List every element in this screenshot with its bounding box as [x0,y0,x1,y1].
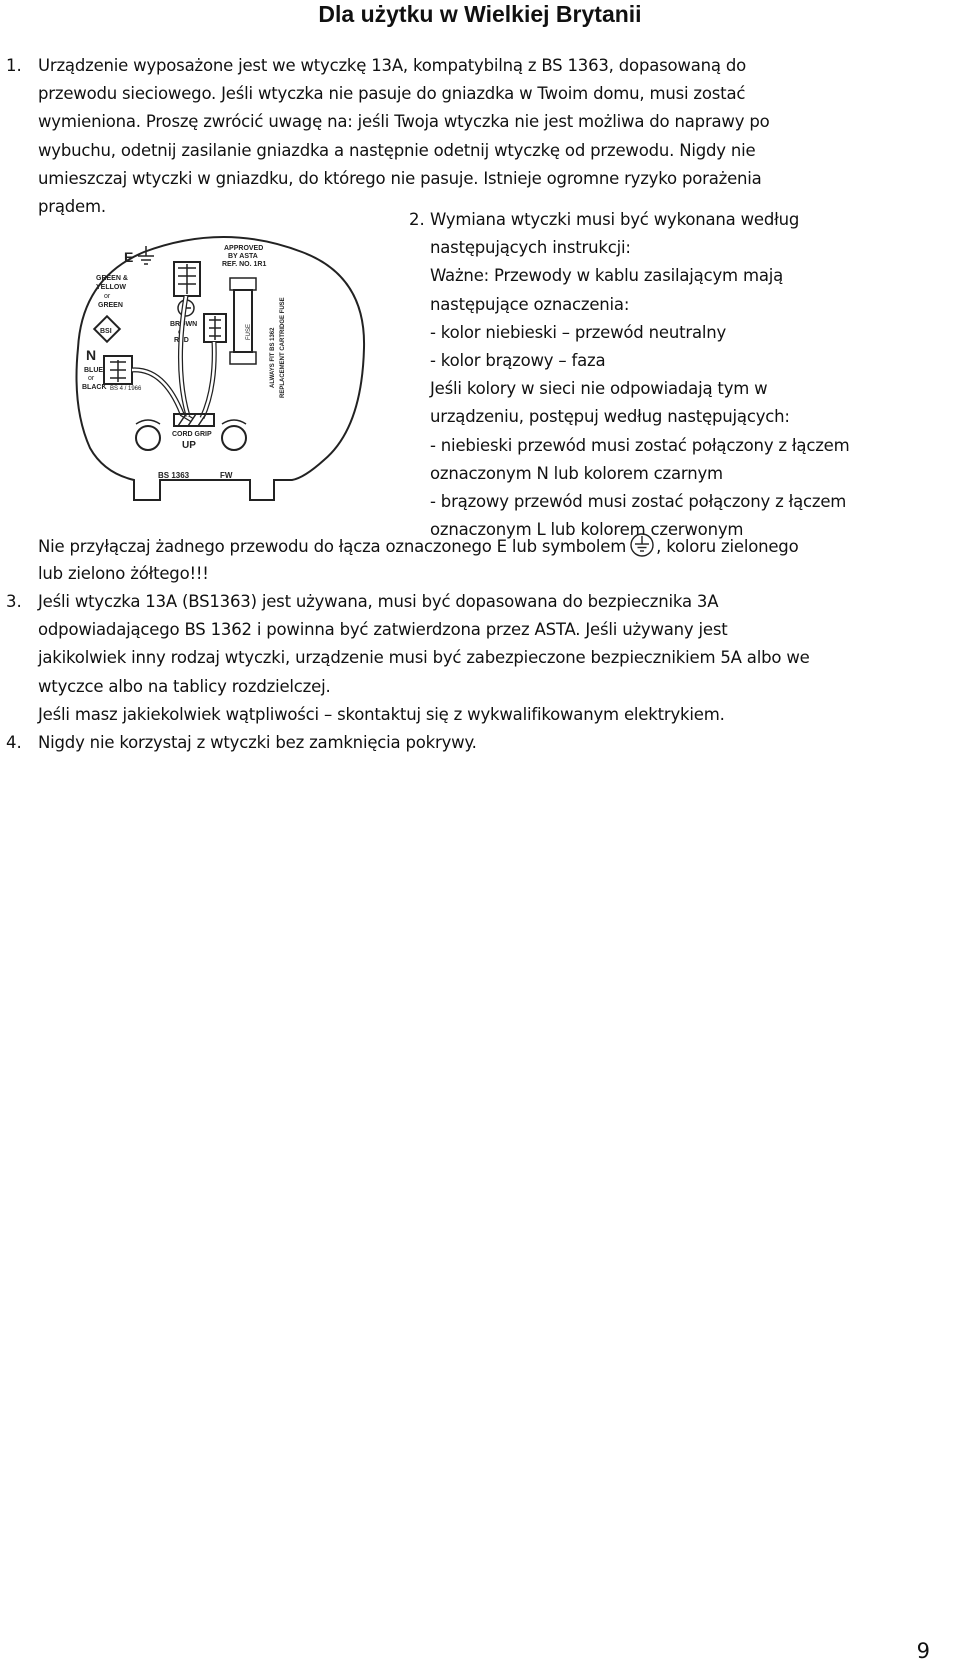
item-2-line: - kolor niebieski – przewód neutralny [430,322,727,342]
plug-wiring-diagram [74,228,370,514]
item-2-number: 2. [409,210,425,229]
label-red: RED [174,337,189,344]
item-4-number: 4. [6,733,22,752]
label-green: GREEN & [96,275,128,282]
label-blue: BLUE [84,367,104,374]
item-3-line: Jeśli wtyczka 13A (BS1363) jest używana, musi być dopasowana do bezpiecznika 3A [38,592,719,611]
label-bs: BS 4 / 1966 [110,386,142,392]
item-2-line: następujących instrukcji: [430,238,631,258]
note-text-after: , koloru zielonego [656,537,799,556]
label-or-3: or [178,329,185,336]
item-1-line: prądem. [38,196,106,216]
item-1-line: umieszczaj wtyczki w gniazdku, do którego nie pasuje. Istnieje ogromne ryzyko porażenia [38,168,762,188]
item-1-text [38,52,770,221]
label-approved: APPROVED [224,245,264,252]
item-2-line: następujące oznaczenia: [430,294,630,314]
label-yellow: YELLOW [96,284,126,291]
label-cord-grip: CORD GRIP [172,431,212,438]
item-3-line: jakikolwiek inny rodzaj wtyczki, urządzenie musi być zabezpieczone bezpiecznikiem 5A albo we [38,648,810,668]
label-or-2: or [88,375,95,382]
item-1-line: Urządzenie wyposażone jest we wtyczkę 13A, kompatybilną z BS 1363, dopasowaną do [38,56,747,75]
label-by-asta: BY ASTA [228,253,258,260]
page-number: 9 [916,1639,930,1663]
item-1-line: wybuchu, odetnij zasilanie gniazdka a następnie odetnij wtyczkę od przewodu. Nigdy nie [38,140,756,160]
note-text-before: Nie przyłączaj żadnego przewodu do łącza oznaczonego E lub symbolem [38,537,627,556]
screw-hole-left [136,426,160,450]
kitemark-icon [94,316,119,341]
item-2-line: - brązowy przewód musi zostać połączony z łączem [430,491,847,511]
item-3-text [38,588,810,729]
item-1-number: 1. [6,56,22,75]
page-title: Dla użytku w Wielkiej Brytanii [318,1,642,27]
label-up: UP [182,440,196,451]
item-2-text [430,206,850,544]
label-replacement: REPLACEMENT CARTRIDGE FUSE [280,297,286,398]
item-2-line: oznaczonym L lub kolorem czerwonym [430,520,744,540]
label-green-2: GREEN [98,302,123,309]
item-2-line: oznaczonym N lub kolorem czarnym [430,463,723,483]
item-4-text: Nigdy nie korzystaj z wtyczki bez zamknięcia pokrywy. [38,733,477,752]
item-2-line: - niebieski przewód musi zostać połączony z łączem [430,435,850,455]
label-or-1: or [104,293,111,300]
item-3-line: Jeśli masz jakiekolwiek wątpliwości – skontaktuj się z wykwalifikowanym elektrykiem. [38,704,725,724]
item-2-note-line-2: lub zielono żółtego!!! [38,564,209,584]
label-ref: REF. NO. 1R1 [222,261,267,268]
screw-hole-right [222,426,246,450]
item-3-line: wtyczce albo na tablicy rozdzielczej. [38,676,331,696]
item-2-note [38,532,798,588]
item-3-line: odpowiadającego BS 1362 i powinna być zatwierdzona przez ASTA. Jeśli używany jest [38,620,728,640]
item-2-line: Ważne: Przewody w kablu zasilającym mają [430,266,784,286]
item-2-line: urządzeniu, postępuj według następujących: [430,407,790,427]
label-always-fit: ALWAYS FIT BS 1362 [270,327,276,388]
label-brown: BROWN [170,321,198,328]
item-1-line: przewodu sieciowego. Jeśli wtyczka nie pasuje do gniazdka w Twoim domu, musi zostać [38,84,746,104]
item-2-line: Wymiana wtyczki musi być wykonana według [430,210,800,229]
item-2-line: Jeśli kolory w sieci nie odpowiadają tym w [430,379,768,399]
label-bs-1363: BS 1363 [158,471,190,480]
item-2-note-line-1 [38,532,798,560]
item-3-number: 3. [6,592,22,611]
label-n: N [86,347,97,363]
fuse-cartridge [234,290,252,352]
label-black: BLACK [82,384,107,391]
label-e: E [124,249,134,265]
item-1-line: wymieniona. Proszę zwrócić uwagę na: jeśli Twoja wtyczka nie jest możliwa do naprawy po [38,112,770,132]
ground-symbol-icon [628,532,656,558]
label-fuse: FUSE [246,323,252,340]
label-fw: FW [220,471,233,480]
item-2-line: - kolor brązowy – faza [430,350,606,370]
svg-text:BSI: BSI [100,328,112,335]
